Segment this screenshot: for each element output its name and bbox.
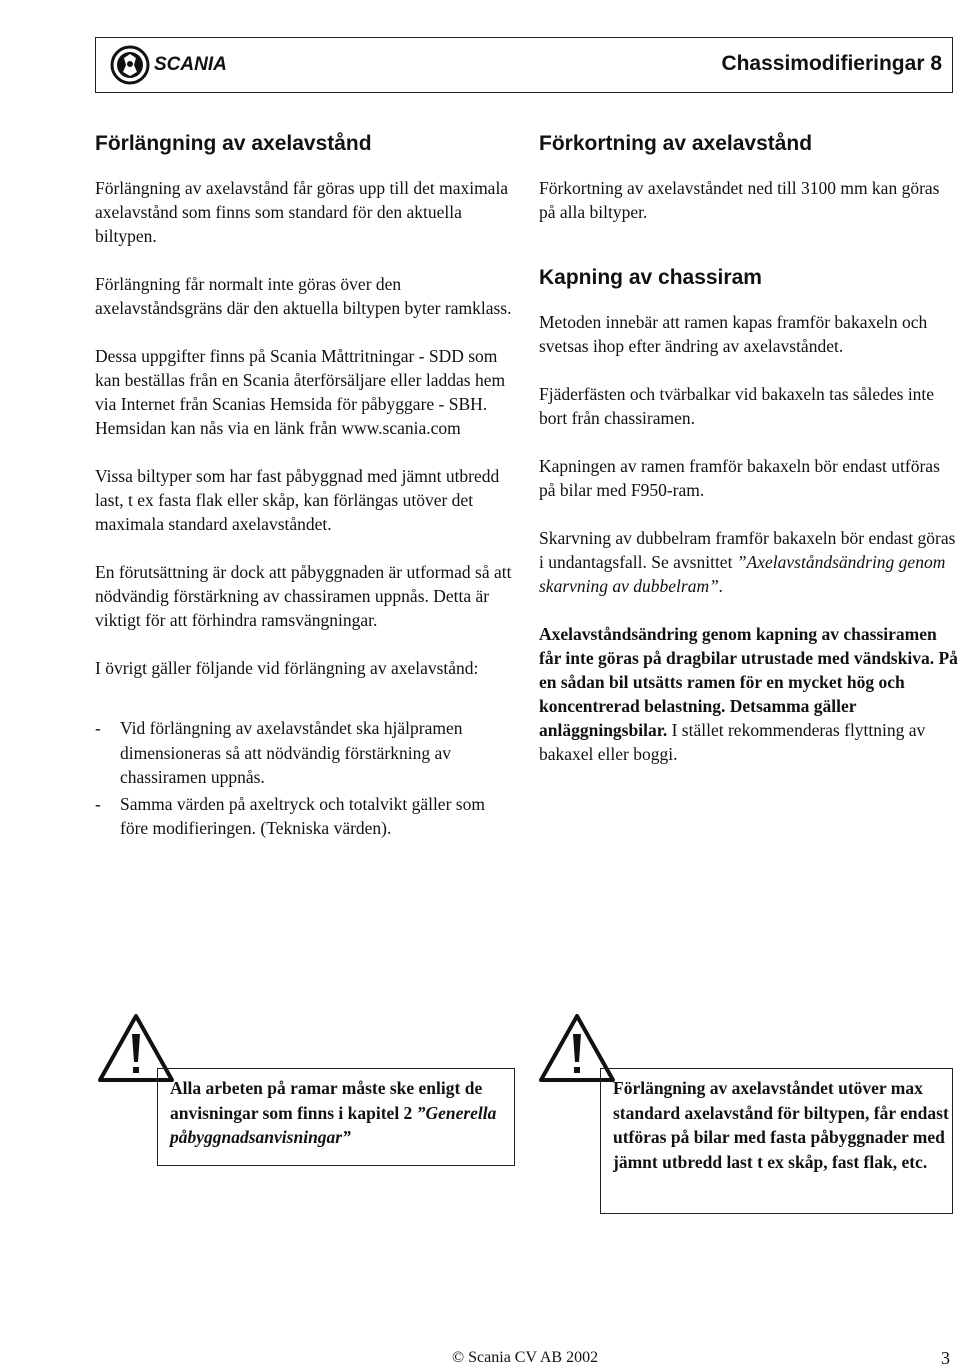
- chapter-reference: ”Generella påbyggnadsanvisningar”: [170, 1102, 497, 1147]
- section-heading-extension: Förlängning av axelavstånd: [95, 132, 372, 155]
- section-heading-shortening: Förkortning av axelavstånd: [539, 132, 813, 155]
- warning-text: Alla arbeten på ramar måste ske enligt de anvisningar som finns i kapitel 2: [170, 1078, 483, 1123]
- section-heading-cutting: Kapning av chassiram: [539, 266, 762, 289]
- page-header: [95, 37, 953, 93]
- list-item: - Samma värden på axeltryck och totalvikt gäller som före modifieringen. (Tekniska värden).: [95, 792, 515, 841]
- paragraph: Dessa uppgifter finns på Scania Måttritningar - SDD som kan beställas från en Scania återförsäljare eller laddas hem via Internet från Scanias Hemsida för påbyggare - SBH. Hemsidan kan nås via en länk från www.scania.com: [95, 346, 506, 438]
- paragraph: [539, 622, 959, 766]
- paragraph: En förutsättning är dock att påbyggnaden är utformad så att nödvändig förstärkning av chassiramen uppnås. Detta är viktigt för att förhindra ramsvängningar.: [95, 562, 512, 630]
- section-reference: ”Axelavståndsändring genom skarvning av dubbelram”.: [539, 552, 946, 596]
- paragraph: Kapningen av ramen framför bakaxeln bör endast utföras på bilar med F950-ram.: [539, 456, 940, 500]
- brand-wordmark: SCANIA: [154, 54, 227, 75]
- paragraph: Förkortning av axelavståndet ned till 3100 mm kan göras på alla biltyper.: [539, 178, 940, 222]
- bold-warning-text: Axelavståndsändring genom kapning av chassiramen får inte göras på dragbilar utrustade med vändskiva. På en sådan bil utsätts ramen för en mycket hög och koncentrerad belastning. Detsamma gäller anläggningsbilar.: [539, 624, 958, 740]
- list-item: - Vid förlängning av axelavståndet ska hjälpramen dimensioneras så att nödvändig förstärkning av chassiramen uppnås.: [95, 716, 515, 790]
- paragraph-text: I stället rekommenderas flyttning av bakaxel eller boggi.: [539, 720, 926, 764]
- warning-text: Förlängning av axelavståndet utöver max standard axelavstånd för biltypen, får endast utföras på bilar med fasta påbyggnader med jämnt utbredd last t ex skåp, fast flak, etc.: [613, 1078, 949, 1172]
- page-number: 3: [941, 1348, 950, 1368]
- right-column: [539, 130, 959, 790]
- paragraph: [539, 526, 959, 598]
- warning-box-extension-limit: [600, 1068, 953, 1214]
- paragraph: Vissa biltyper som har fast påbyggnad med jämnt utbredd last, t ex fasta flak eller skåp, kan förlängas utöver det maximala standard axelavståndet.: [95, 466, 500, 534]
- page-title: Chassimodifieringar 8: [721, 52, 942, 75]
- warning-box-frame-rules: [157, 1068, 515, 1166]
- copyright: © Scania CV AB 2002: [452, 1349, 599, 1366]
- paragraph: Metoden innebär att ramen kapas framför bakaxeln och svetsas ihop efter ändring av axelavståndet.: [539, 312, 928, 356]
- requirements-list: [95, 716, 515, 841]
- paragraph: I övrigt gäller följande vid förlängning av axelavstånd:: [95, 658, 479, 678]
- paragraph: Förlängning får normalt inte göras över den axelavståndsgräns där den aktuella biltypen byter ramklass.: [95, 274, 512, 318]
- scania-logo: [110, 43, 275, 87]
- paragraph-text: Skarvning av dubbelram framför bakaxeln bör endast göras i undantagsfall. Se avsnittet: [539, 528, 956, 572]
- scania-griffin-icon: [110, 45, 150, 85]
- paragraph: Fjäderfästen och tvärbalkar vid bakaxeln tas således inte bort från chassiramen.: [539, 384, 935, 428]
- paragraph: Förlängning av axelavstånd får göras upp till det maximala axelavstånd som finns som standard för den aktuella biltypen.: [95, 178, 509, 246]
- left-column: [95, 130, 515, 843]
